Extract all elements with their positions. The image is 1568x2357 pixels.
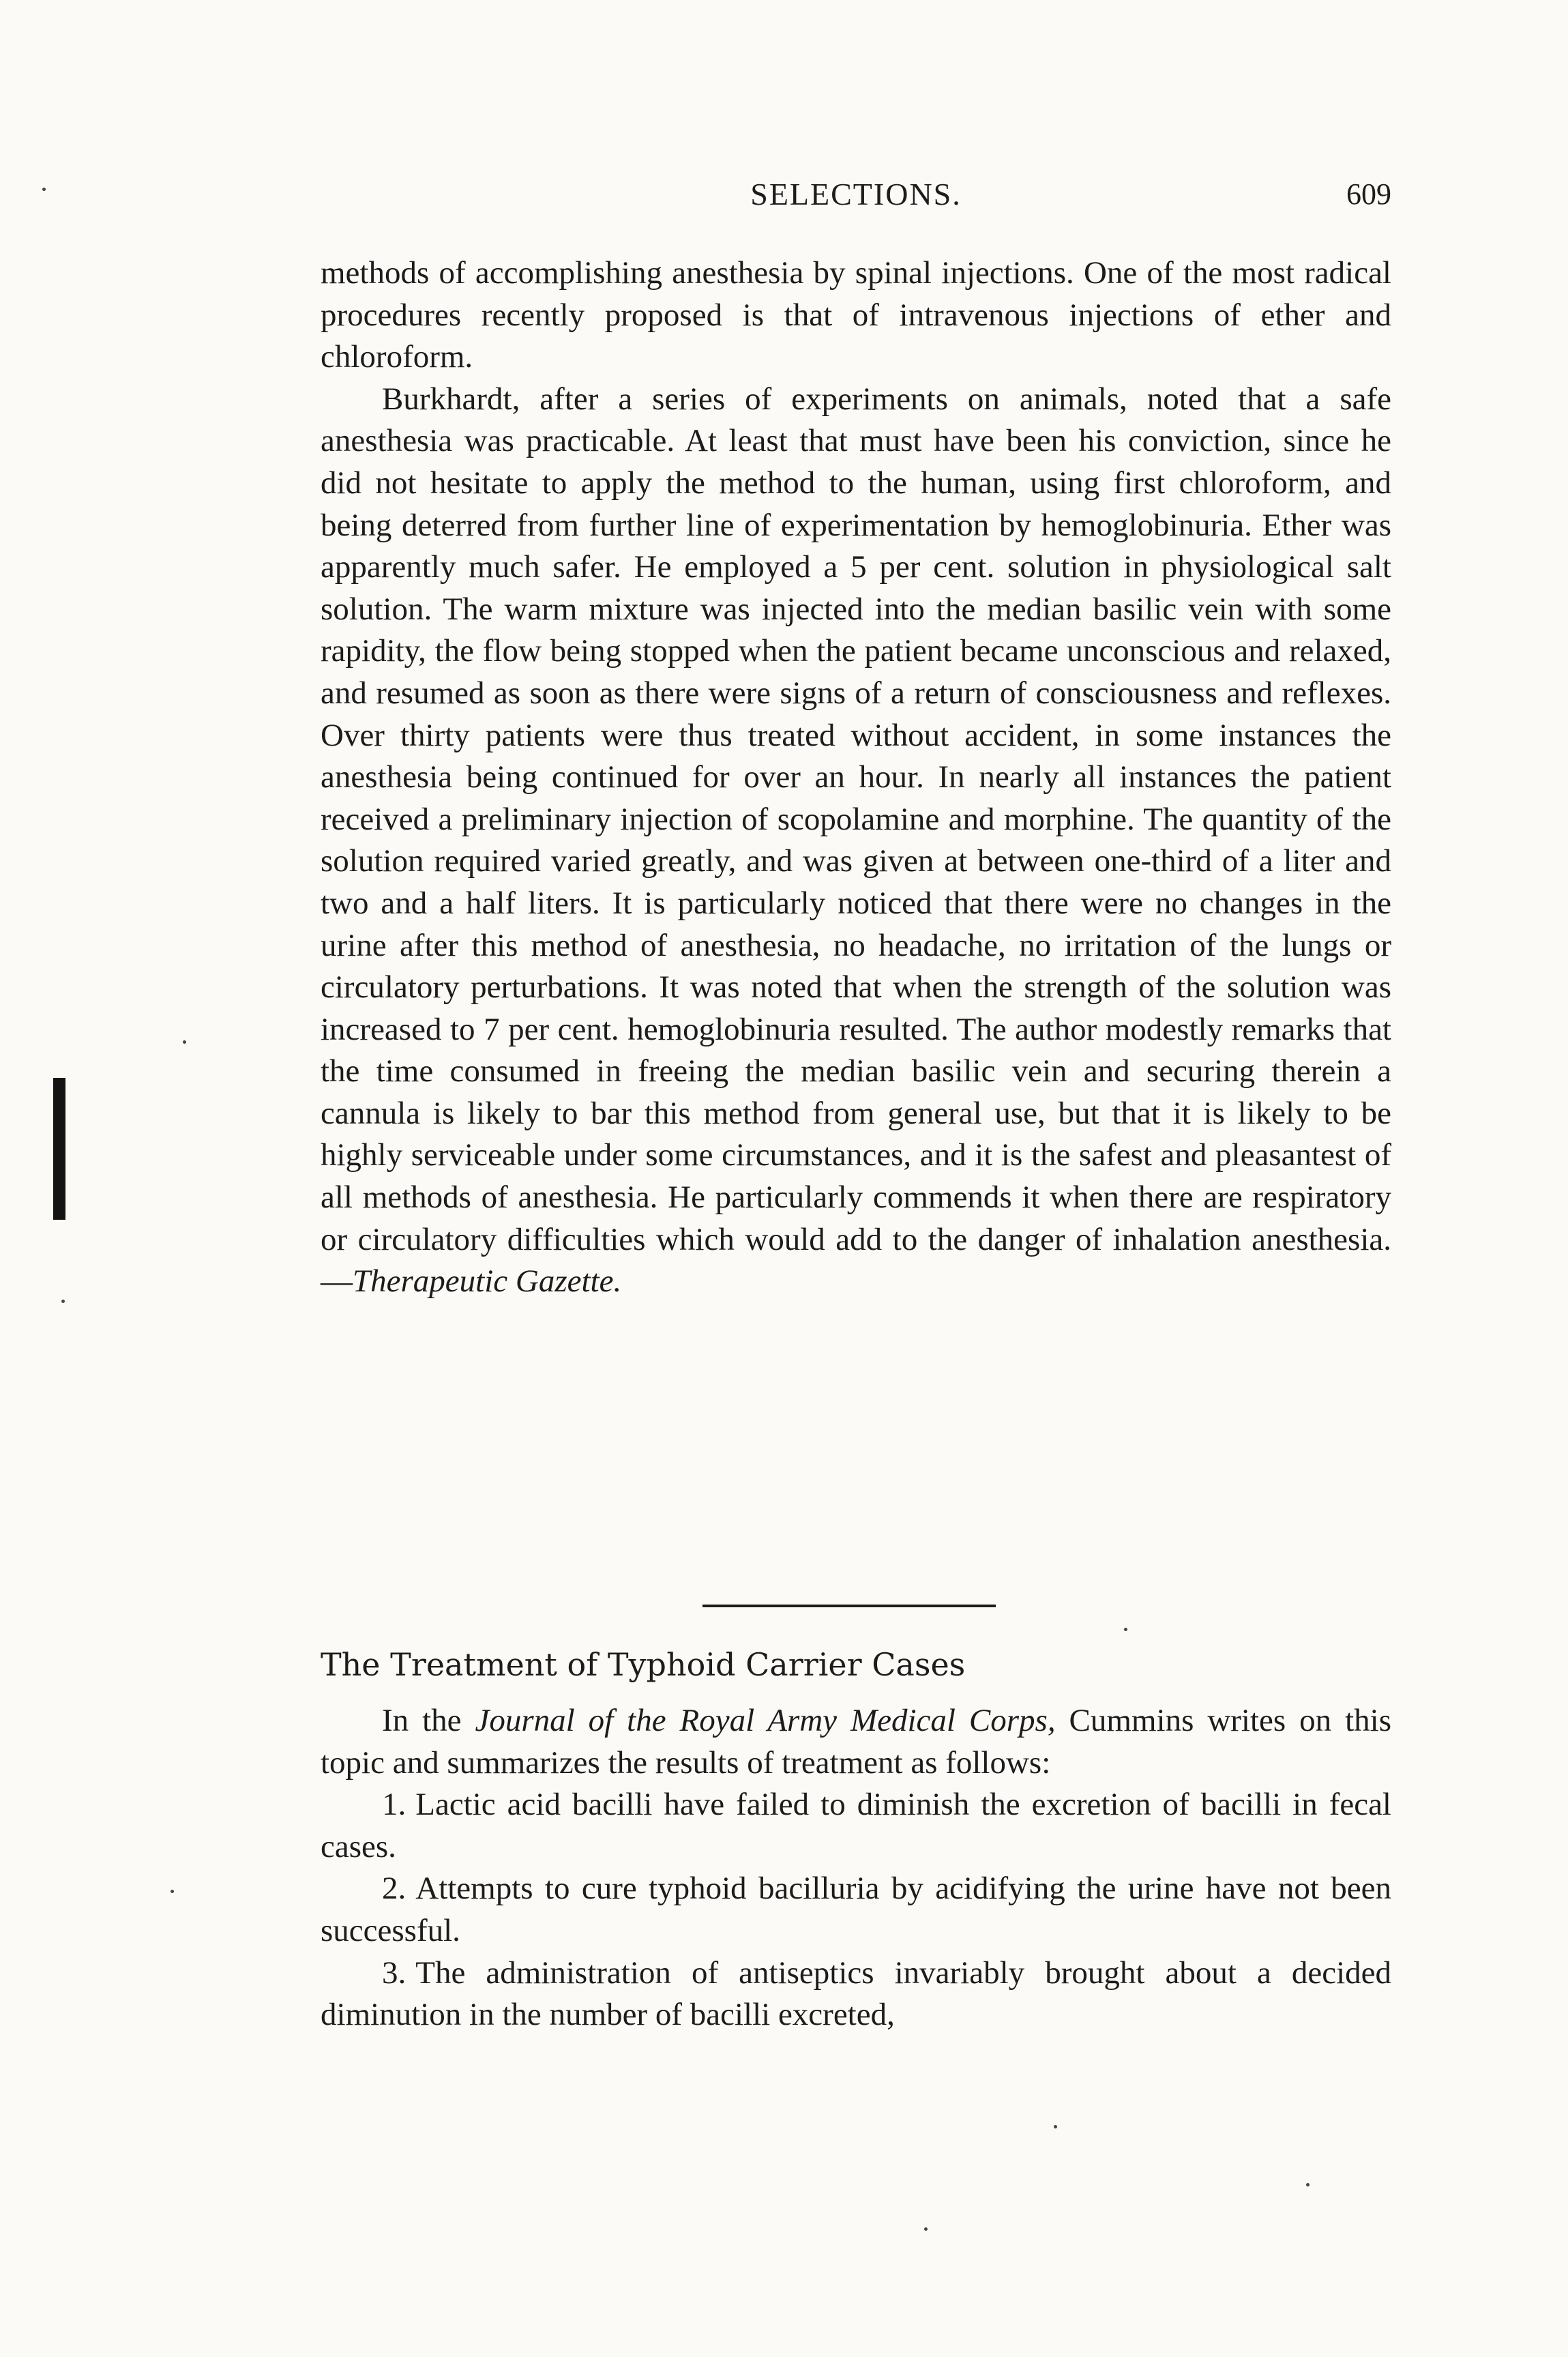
- item-text: The administration of antiseptics invariably brought about a decided diminution in the number of bacilli excreted,: [321, 1955, 1391, 2033]
- section-title: The Treatment of Typhoid Carrier Cases: [321, 1646, 966, 1683]
- list-item: [321, 1952, 1391, 2036]
- scan-speck: [183, 1040, 186, 1044]
- paragraph: [321, 379, 1391, 1303]
- page-number: 609: [1346, 177, 1391, 211]
- journal-name: Journal of the Royal Army Medical Corps,: [475, 1703, 1056, 1738]
- scan-speck: [1306, 2183, 1310, 2186]
- page-header: [321, 171, 1391, 218]
- scan-speck: [924, 2227, 928, 2231]
- intro-text: Cummins writes on this topic and summarizes the results of treatment as follows:: [321, 1703, 1391, 1781]
- item-number: 1.: [382, 1787, 406, 1823]
- article-typhoid: [321, 1700, 1391, 2036]
- source-citation: Therapeutic Gazette.: [353, 1263, 622, 1300]
- paragraph-text: Burkhardt, after a series of experiments on animals, noted that a safe anesthesia was practicable. At least that must have been his conviction, since he did not hesitate to apply the method to the human, using first chloroform, and being deterred from further line of experimentation by hemoglobinuria. Ether was apparently much safer. He employed a 5 per cent. solution in physiological salt solution. The warm mixture was injected into the median basilic vein with some rapidity, the flow being stopped when the patient became unconscious and relaxed, and resumed as soon as there were signs of a return of consciousness and reflexes. Over thirty patients were thus treated without accident, in some instances the anesthesia being continued for over an hour. In nearly all instances the patient received a preliminary injection of scopolamine and morphine. The quantity of the solution required varied greatly, and was given at between one-third of a liter and two and a half liters. It is particularly noticed that there were no changes in the urine after this method of anesthesia, no headache, no irritation of the lungs or circulatory perturbations. It was noted that when the strength of the solution was increased to 7 per cent. hemoglobinuria resulted. The author modestly remarks that the time consumed in freeing the median basilic vein and securing therein a cannula is likely to bar this method from general use, but that it is likely to be highly serviceable under some circumstances, and it is the safest and pleasantest of all methods of anesthesia. He particularly commends it when there are respiratory or circulatory difficulties which would add to the danger of inhalation anesthesia.—: [321, 381, 1391, 1300]
- scan-speck: [42, 188, 46, 191]
- list-item: [321, 1784, 1391, 1868]
- list-item: [321, 1868, 1391, 1952]
- item-text: Lactic acid bacilli have failed to diminish the excretion of bacilli in fecal cases.: [321, 1787, 1391, 1864]
- item-number: 3.: [382, 1955, 406, 1991]
- scan-speck: [171, 1890, 174, 1893]
- article-anesthesia: [321, 252, 1391, 1303]
- intro-text: In the: [382, 1703, 475, 1738]
- section-divider: [702, 1605, 996, 1607]
- scan-speck: [61, 1300, 65, 1303]
- scan-speck: [1124, 1628, 1127, 1631]
- item-text: Attempts to cure typhoid bacilluria by acidifying the urine have not been successful.: [321, 1871, 1391, 1948]
- scan-speck: [1054, 2125, 1057, 2128]
- paragraph: methods of accomplishing anesthesia by spinal injections. One of the most radical procedures recently proposed is that of intravenous injections of ether and chloroform.: [321, 255, 1391, 375]
- paragraph: [321, 1700, 1391, 1784]
- scan-margin-mark: [53, 1078, 65, 1220]
- item-number: 2.: [382, 1871, 406, 1907]
- running-head: SELECTIONS.: [750, 177, 962, 211]
